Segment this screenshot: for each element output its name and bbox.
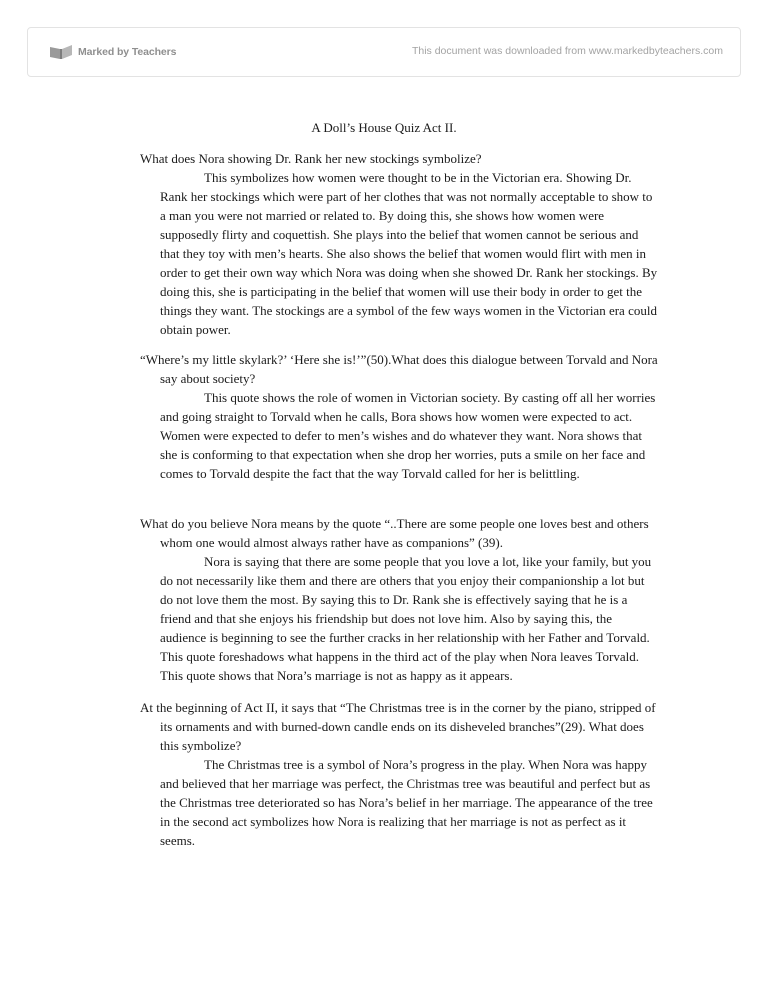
download-source-note: This document was downloaded from www.markedbyteachers.com (411, 45, 723, 57)
answer-text: This symbolizes how women were thought to be in the Victorian era. Showing Dr. Rank her stockings which were part of her clothes that was not normally acceptable to show to a man you were not married or related to. By doing this, she shows how women were supposedly flirty and coquettish. She plays into the belief that women cannot be serious and that they toy with men’s hearts. She also shows the belief that women would flirt with men in order to get their own way which Nora was doing when she showed Dr. Rank her stockings. By doing this, she is participating in the belief that women will use their body in order to get the things they want. The stockings are a symbol of the few ways women in the Victorian era could obtain power. (160, 170, 658, 337)
document-title: A Doll’s House Quiz Act II. (311, 120, 457, 135)
quiz-item (140, 514, 660, 685)
quiz-item (140, 149, 660, 339)
download-banner (27, 27, 741, 77)
brand-logo[interactable] (49, 41, 176, 63)
answer-text: Nora is saying that there are some people that you love a lot, like your family, but you do not necessarily like them and there are others that you enjoy their companionship a lot but do not love them the most. By saying this to Dr. Rank she is effectively saying that he is a friend and that she enjoys his friendship but does not love him. Also by saying this, the audience is beginning to see the further cracks in her relationship with her Father and Torvald. This quote foreshadows what happens in the third act of the play when Nora leaves Torvald. This quote shows that Nora’s marriage is not as happy as it appears. (160, 554, 652, 683)
quiz-item (140, 350, 660, 483)
open-book-icon (49, 44, 73, 60)
logo-text: Marked by Teachers (78, 46, 177, 58)
quiz-item (140, 698, 660, 850)
question-text: “Where’s my little skylark?’ ‘Here she is!’”(50).What does this dialogue between Torvald and Nora say about society? (140, 352, 658, 386)
answer-text: This quote shows the role of women in Victorian society. By casting off all her worries and going straight to Torvald when he calls, Bora shows how women were expected to act. Women were expected to defer to men’s wishes and do whatever they want. Nora shows that she is conforming to that expectation when she drop her worries, puts a smile on her face and comes to Torvald despite the fact that the way Torvald called for her is belittling. (160, 390, 656, 481)
question-text: What do you believe Nora means by the quote “..There are some people one loves best and others whom one would almost always rather have as companions” (39). (140, 516, 649, 550)
question-text: At the beginning of Act II, it says that “The Christmas tree is in the corner by the piano, stripped of its ornaments and with burned-down candle ends on its disheveled branches”(29). What does this symbolize? (140, 700, 656, 753)
answer-text: The Christmas tree is a symbol of Nora’s progress in the play. When Nora was happy and believed that her marriage was perfect, the Christmas tree was beautiful and perfect but as the Christmas tree deteriorated so has Nora’s belief in her marriage. The appearance of the tree in the second act symbolizes how Nora is realizing that her marriage is not as perfect as it seems. (160, 757, 653, 848)
question-text: What does Nora showing Dr. Rank her new stockings symbolize? (140, 151, 482, 166)
